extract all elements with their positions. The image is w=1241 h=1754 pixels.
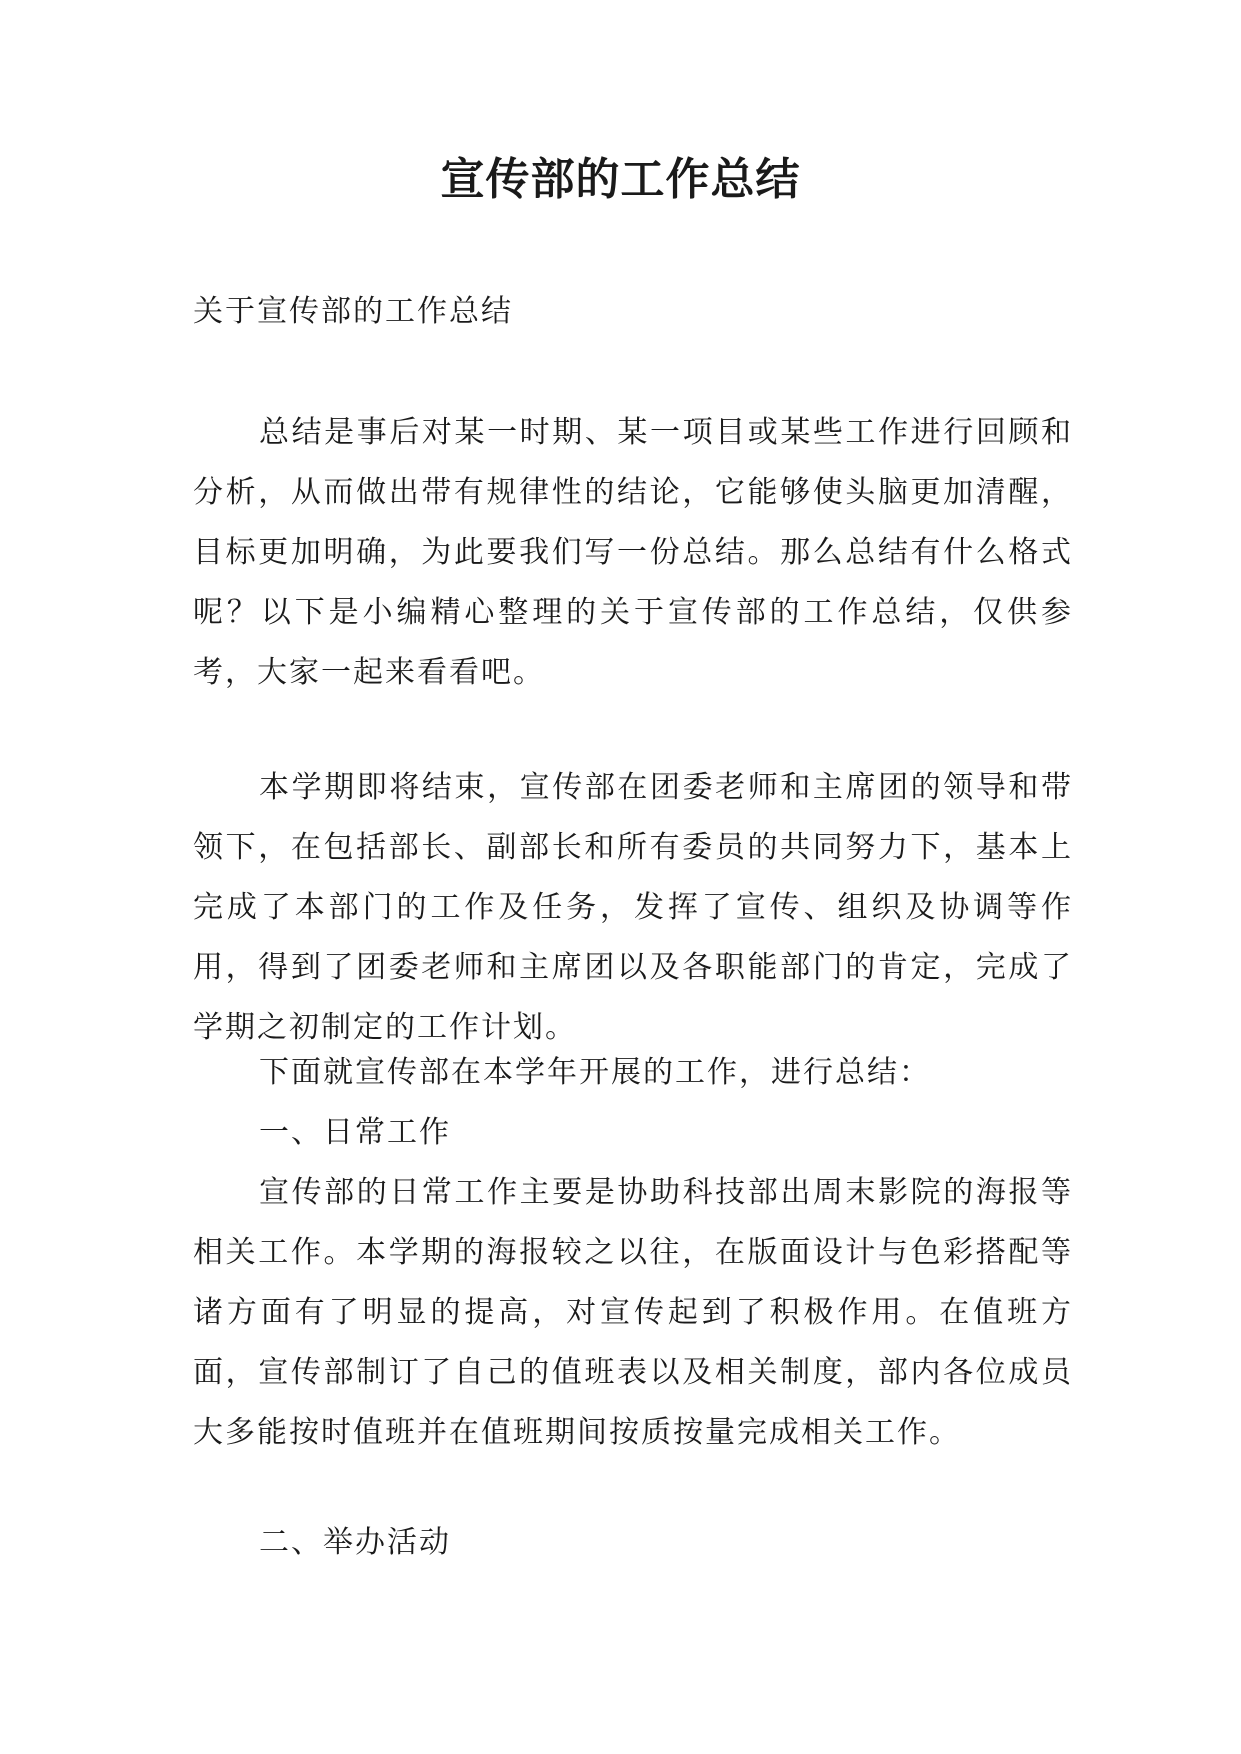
section-heading-daily-work: 一、日常工作 [259,1115,451,1150]
paragraph-daily-work: 宣传部的日常工作主要是协助科技部出周末影院的海报等相关工作。本学期的海报较之以往，在版面设计与色彩搭配等诸方面有了明显的提高，对宣传起到了积极作用。在值班方面，宣传部制订了自己的值班表以及相关制度，部内各位成员大多能按时值班并在值班期间按质按量完成相关工作。 [193,1175,1073,1450]
paragraph-intro: 总结是事后对某一时期、某一项目或某些工作进行回顾和分析，从而做出带有规律性的结论，它能够使头脑更加清醒，目标更加明确，为此要我们写一份总结。那么总结有什么格式呢？以下是小编精心整理的关于宣传部的工作总结，仅供参考，大家一起来看看吧。 [193,415,1073,690]
document-title: 宣传部的工作总结 [440,154,801,205]
section-heading-activities: 二、举办活动 [259,1525,451,1560]
document-subtitle: 关于宣传部的工作总结 [193,294,513,329]
paragraph-summary: 本学期即将结束，宣传部在团委老师和主席团的领导和带领下，在包括部长、副部长和所有委员的共同努力下，基本上完成了本部门的工作及任务，发挥了宣传、组织及协调等作用，得到了团委老师和主席团以及各职能部门的肯定，完成了学期之初制定的工作计划。 [193,770,1073,1045]
paragraph-lead-in: 下面就宣传部在本学年开展的工作，进行总结： [259,1055,931,1090]
